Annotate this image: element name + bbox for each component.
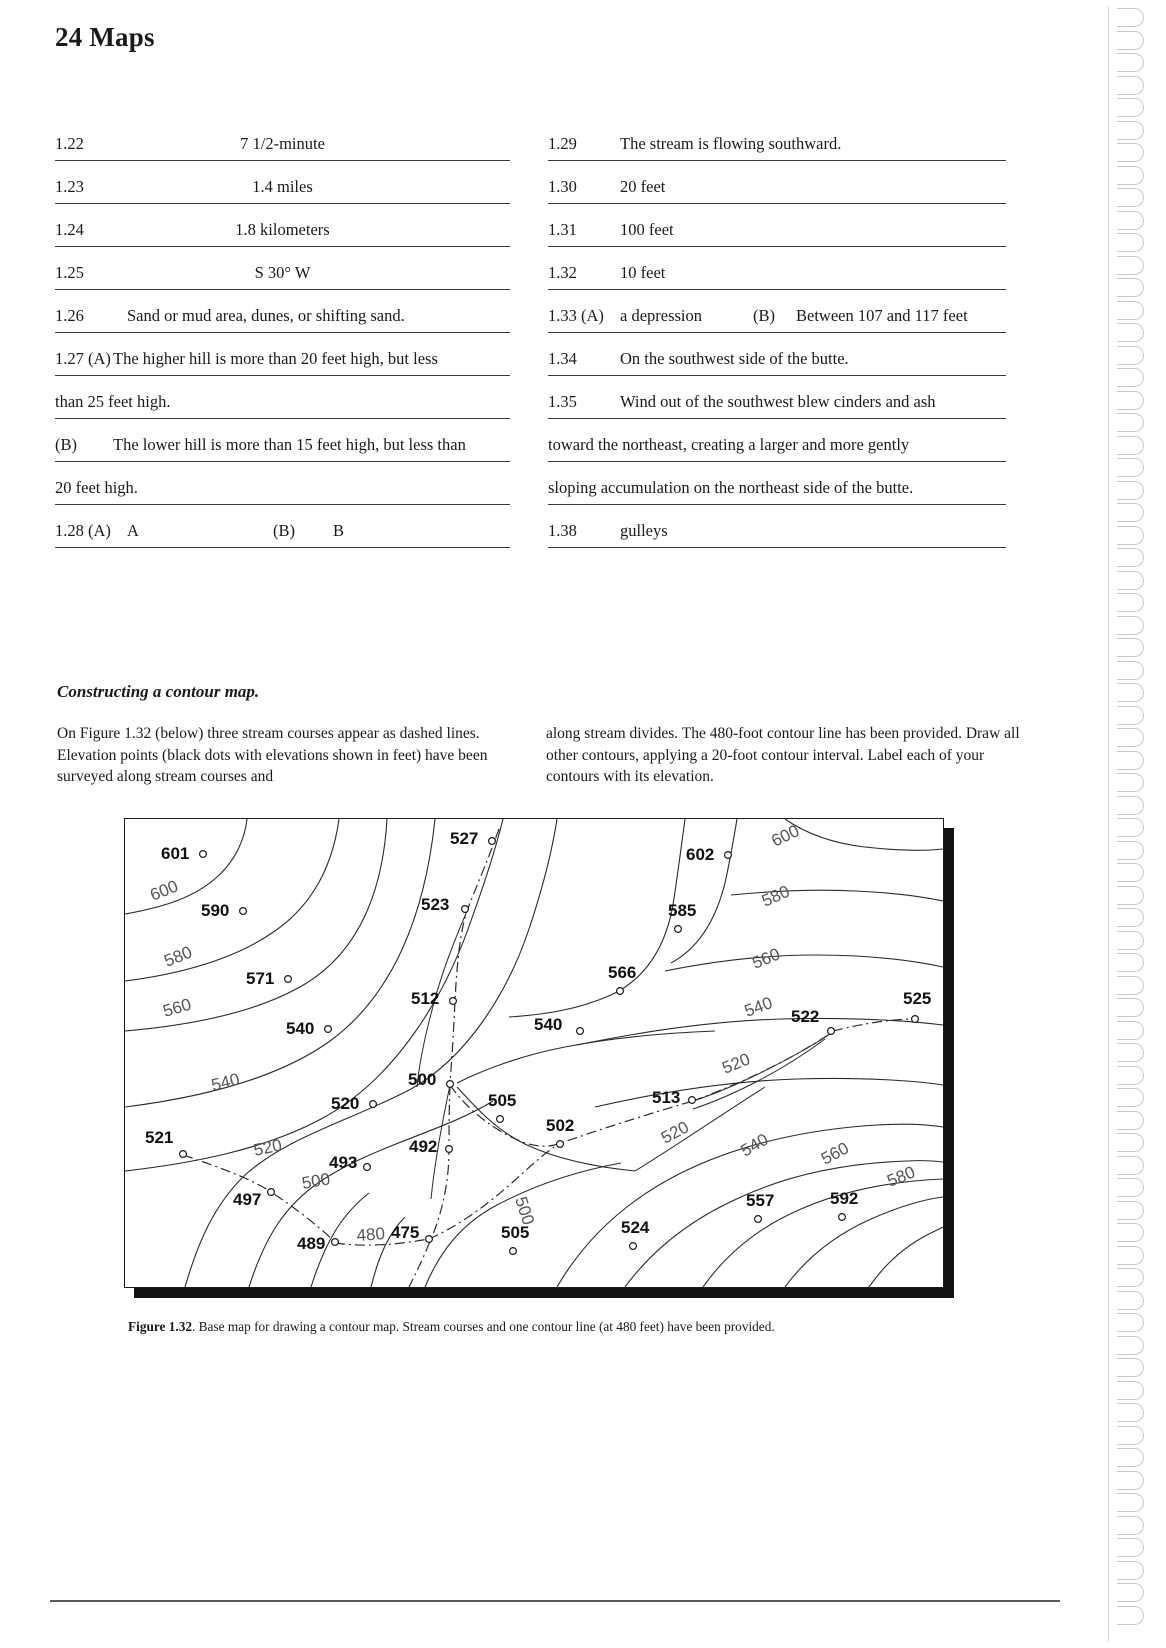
binding-coil xyxy=(1117,661,1144,680)
binding-coil xyxy=(1117,1313,1144,1332)
elevation-point-dot xyxy=(447,1081,454,1088)
answer-value: The lower hill is more than 15 feet high, but less than xyxy=(113,435,466,454)
binding-coil xyxy=(1117,1291,1144,1310)
binding-coil xyxy=(1117,1178,1144,1197)
answer-value: 1.8 kilometers xyxy=(235,220,330,239)
contour-elevation-label: 500 xyxy=(511,1194,539,1228)
binding-coil xyxy=(1117,548,1144,567)
answer-row xyxy=(548,333,1006,376)
binding-coil xyxy=(1117,278,1144,297)
binding-coil xyxy=(1117,323,1144,342)
binding-coil xyxy=(1117,166,1144,185)
elevation-point-dot xyxy=(839,1214,846,1221)
elevation-point-dot xyxy=(557,1141,564,1148)
binding-coil xyxy=(1117,436,1144,455)
binding-coil xyxy=(1117,751,1144,770)
binding-coil xyxy=(1117,1043,1144,1062)
figure-caption-label: Figure 1.32 xyxy=(128,1319,193,1334)
binding-coil xyxy=(1117,391,1144,410)
binding-coil xyxy=(1117,53,1144,72)
binding-coil xyxy=(1117,953,1144,972)
answer-row xyxy=(55,204,510,247)
binding-coil xyxy=(1117,1516,1144,1535)
binding-coil xyxy=(1117,998,1144,1017)
elevation-point-label: 522 xyxy=(791,1007,820,1026)
intro-paragraph-left: On Figure 1.32 (below) three stream courses appear as dashed lines. Elevation points (black dots with elevations shown in feet) have been surveyed along stream courses and xyxy=(57,725,488,785)
answer-row xyxy=(548,204,1006,247)
answer-row xyxy=(55,419,510,462)
spiral-binding xyxy=(1104,0,1166,1648)
answer-row xyxy=(548,247,1006,290)
binding-coil xyxy=(1117,683,1144,702)
answer-row xyxy=(548,290,1006,333)
contour-elevation-label: 560 xyxy=(160,994,194,1021)
answer-row xyxy=(548,462,1006,505)
binding-coil xyxy=(1117,256,1144,275)
elevation-point-dot xyxy=(370,1101,377,1108)
binding-coil xyxy=(1117,886,1144,905)
contour-elevation-label: 520 xyxy=(657,1117,692,1148)
elevation-point-label: 523 xyxy=(421,895,450,914)
intro-paragraph-right: along stream divides. The 480-foot contour line has been provided. Draw all other contours, applying a 20-foot contour interval. Label each of your contours with its elevation. xyxy=(546,725,1020,785)
binding-coil xyxy=(1117,1561,1144,1580)
elevation-point-label: 557 xyxy=(746,1191,775,1210)
elevation-point-dot xyxy=(268,1189,275,1196)
elevation-point-label: 601 xyxy=(161,844,190,863)
elevation-point-label: 602 xyxy=(686,845,715,864)
binding-coil xyxy=(1117,233,1144,252)
answer-number: 1.34 xyxy=(548,349,577,368)
binding-coil xyxy=(1117,773,1144,792)
figure-caption-text: . Base map for drawing a contour map. Stream courses and one contour line (at 480 feet) have been provided. xyxy=(192,1319,775,1334)
elevation-point-label: 492 xyxy=(409,1137,438,1156)
answer-value: 20 feet xyxy=(620,177,666,196)
answer-number: 1.26 xyxy=(55,306,84,325)
elevation-point-label: 585 xyxy=(668,901,697,920)
elevation-point-label: 513 xyxy=(652,1088,681,1107)
answer-value: The stream is flowing southward. xyxy=(620,134,842,153)
answers-column-right xyxy=(548,118,1006,548)
answer-row xyxy=(55,376,510,419)
answer-number: 1.30 xyxy=(548,177,577,196)
binding-coil xyxy=(1117,121,1144,140)
elevation-point-label: 512 xyxy=(411,989,440,1008)
answer-row xyxy=(548,419,1006,462)
footer-rule xyxy=(50,1600,1060,1602)
binding-coil xyxy=(1117,706,1144,725)
binding-coil xyxy=(1117,1403,1144,1422)
binding-coil xyxy=(1117,143,1144,162)
binding-coil xyxy=(1117,616,1144,635)
elevation-point-dot xyxy=(200,851,207,858)
binding-coil xyxy=(1117,908,1144,927)
elevation-point-label: 527 xyxy=(450,829,479,848)
elevation-point-dot xyxy=(828,1028,835,1035)
binding-coil xyxy=(1117,1066,1144,1085)
elevation-point-dot xyxy=(426,1236,433,1243)
answer-number: 1.22 xyxy=(55,134,84,153)
binding-coil xyxy=(1117,1471,1144,1490)
elevation-point-label: 502 xyxy=(546,1116,575,1135)
elevation-point-dot xyxy=(912,1016,919,1023)
answer-number: 1.31 xyxy=(548,220,577,239)
elevation-point-dot xyxy=(285,976,292,983)
contour-elevation-label: 540 xyxy=(737,1129,772,1161)
contour-base-map xyxy=(124,818,944,1288)
elevation-point-dot xyxy=(510,1248,517,1255)
binding-coil xyxy=(1117,796,1144,815)
contour-elevation-label: 520 xyxy=(251,1135,284,1160)
elevation-point-label: 520 xyxy=(331,1094,360,1113)
binding-coil xyxy=(1117,188,1144,207)
figure-1-32 xyxy=(124,818,944,1288)
answer-number: 1.24 xyxy=(55,220,84,239)
binding-coil xyxy=(1117,1426,1144,1445)
binding-coil xyxy=(1117,1246,1144,1265)
contour-elevation-labels xyxy=(147,821,917,1245)
elevation-point-label: 524 xyxy=(621,1218,650,1237)
answer-value: Wind out of the southwest blew cinders and ash xyxy=(620,392,936,411)
binding-coil xyxy=(1117,841,1144,860)
binding-coil xyxy=(1117,368,1144,387)
binding-coil xyxy=(1117,818,1144,837)
answer-number: 1.29 xyxy=(548,134,577,153)
binding-coil xyxy=(1117,301,1144,320)
answer-row xyxy=(548,118,1006,161)
answer-row xyxy=(548,505,1006,548)
elevation-point-label: 505 xyxy=(501,1223,530,1242)
binding-coil xyxy=(1117,481,1144,500)
binding-coil xyxy=(1117,1088,1144,1107)
binding-coil xyxy=(1117,346,1144,365)
answer-number: 1.33 (A) xyxy=(548,306,604,325)
contour-elevation-label: 520 xyxy=(719,1049,753,1078)
answer-row xyxy=(548,376,1006,419)
elevation-point-dot xyxy=(325,1026,332,1033)
binding-coil xyxy=(1117,76,1144,95)
binding-coil xyxy=(1117,98,1144,117)
contour-map-svg xyxy=(125,819,943,1287)
contour-elevation-label: 560 xyxy=(817,1138,852,1169)
elevation-point-label: 475 xyxy=(391,1223,420,1242)
binding-coil xyxy=(1117,1358,1144,1377)
elevation-point-label: 571 xyxy=(246,969,275,988)
answer-sub-value: B xyxy=(333,521,345,540)
elevation-point-label: 525 xyxy=(903,989,932,1008)
answer-value: 7 1/2-minute xyxy=(240,134,325,153)
elevation-point-dot xyxy=(489,838,496,845)
elevation-point-dot xyxy=(689,1097,696,1104)
answer-value: 1.4 miles xyxy=(252,177,313,196)
binding-coil xyxy=(1117,1336,1144,1355)
page-title: 24 Maps xyxy=(55,22,155,52)
answer-sub-label: (B) xyxy=(273,521,295,540)
elevation-point-dot xyxy=(240,908,247,915)
elevation-point-label: 493 xyxy=(329,1153,358,1172)
binding-coil xyxy=(1117,1538,1144,1557)
answer-value: 100 feet xyxy=(620,220,674,239)
answer-row xyxy=(55,118,510,161)
answer-value: 10 feet xyxy=(620,263,666,282)
binding-coil xyxy=(1117,1156,1144,1175)
answer-value: gulleys xyxy=(620,521,668,540)
answer-value: On the southwest side of the butte. xyxy=(620,349,849,368)
elevation-point-dot xyxy=(450,998,457,1005)
elevation-point-markers xyxy=(145,829,931,1254)
contour-elevation-label: 540 xyxy=(741,993,776,1021)
answer-value: A xyxy=(127,521,139,540)
binding-coil xyxy=(1117,863,1144,882)
binding-coil xyxy=(1117,728,1144,747)
contour-elevation-label: 600 xyxy=(147,876,181,905)
answer-number: 1.28 (A) xyxy=(55,521,111,540)
section-heading: Constructing a contour map. xyxy=(57,682,260,701)
binding-coil xyxy=(1117,1021,1144,1040)
answer-value: toward the northeast, creating a larger and more gently xyxy=(548,435,910,454)
binding-coil xyxy=(1117,1268,1144,1287)
answer-value: S 30° W xyxy=(254,263,311,282)
elevation-point-label: 505 xyxy=(488,1091,517,1110)
elevation-point-label: 566 xyxy=(608,963,637,982)
answer-row xyxy=(55,505,510,548)
elevation-point-dot xyxy=(630,1243,637,1250)
answer-row xyxy=(548,161,1006,204)
binding-coil xyxy=(1117,1493,1144,1512)
answer-number: 1.23 xyxy=(55,177,84,196)
answer-row xyxy=(55,462,510,505)
binding-coil xyxy=(1117,571,1144,590)
binding-coil xyxy=(1117,1111,1144,1130)
contour-elevation-label: 540 xyxy=(209,1069,242,1095)
answer-sub-label: (B) xyxy=(753,306,775,325)
answer-sub-value: Between 107 and 117 feet xyxy=(796,306,968,325)
binding-coil xyxy=(1117,1583,1144,1602)
answer-number: 1.38 xyxy=(548,521,577,540)
binding-coil xyxy=(1117,1223,1144,1242)
binding-coil xyxy=(1117,976,1144,995)
contour-elevation-label: 580 xyxy=(758,881,793,911)
contour-elevation-label: 480 xyxy=(355,1224,386,1245)
answer-value: 20 feet high. xyxy=(55,478,138,497)
binding-coil xyxy=(1117,413,1144,432)
binding-coil xyxy=(1117,8,1144,27)
elevation-point-dot xyxy=(332,1239,339,1246)
elevation-point-dot xyxy=(725,852,732,859)
elevation-point-dot xyxy=(446,1146,453,1153)
answer-row xyxy=(55,161,510,204)
elevation-point-dot xyxy=(577,1028,584,1035)
elevation-point-dot xyxy=(364,1164,371,1171)
answer-value: The higher hill is more than 20 feet high, but less xyxy=(113,349,438,368)
binding-coil xyxy=(1117,1201,1144,1220)
binding-coil xyxy=(1117,931,1144,950)
contour-elevation-label: 580 xyxy=(161,942,195,971)
binding-coil xyxy=(1117,593,1144,612)
elevation-point-label: 592 xyxy=(830,1189,859,1208)
answer-row xyxy=(55,333,510,376)
elevation-point-dot xyxy=(497,1116,504,1123)
elevation-point-label: 497 xyxy=(233,1190,262,1209)
binding-coil xyxy=(1117,31,1144,50)
elevation-point-label: 540 xyxy=(534,1015,563,1034)
binding-coil xyxy=(1117,503,1144,522)
elevation-point-dot xyxy=(180,1151,187,1158)
elevation-point-label: 540 xyxy=(286,1019,315,1038)
binding-coil xyxy=(1117,1606,1144,1625)
contour-elevation-label: 560 xyxy=(749,944,783,973)
answer-value: sloping accumulation on the northeast side of the butte. xyxy=(548,478,914,497)
elevation-point-dot xyxy=(462,906,469,913)
binding-coil xyxy=(1117,211,1144,230)
binding-coil xyxy=(1117,526,1144,545)
figure-caption xyxy=(128,1318,958,1336)
binding-coil xyxy=(1117,1448,1144,1467)
answer-number: 1.32 xyxy=(548,263,577,282)
elevation-point-dot xyxy=(755,1216,762,1223)
binding-coil xyxy=(1117,1133,1144,1152)
contour-elevation-label: 600 xyxy=(768,821,803,851)
answer-value: Sand or mud area, dunes, or shifting sand. xyxy=(127,306,405,325)
answer-number: 1.35 xyxy=(548,392,577,411)
elevation-point-dot xyxy=(617,988,624,995)
elevation-point-label: 521 xyxy=(145,1128,174,1147)
answer-value: than 25 feet high. xyxy=(55,392,171,411)
contour-elevation-label: 500 xyxy=(300,1169,332,1193)
elevation-point-label: 500 xyxy=(408,1070,437,1089)
answer-number: (B) xyxy=(55,435,77,454)
answer-row xyxy=(55,290,510,333)
binding-rail xyxy=(1108,6,1109,1642)
answer-number: 1.25 xyxy=(55,263,84,282)
binding-coil xyxy=(1117,458,1144,477)
binding-coil xyxy=(1117,1381,1144,1400)
elevation-point-label: 590 xyxy=(201,901,230,920)
answer-value: a depression xyxy=(620,306,703,325)
answers-column-left xyxy=(55,118,510,548)
binding-coil xyxy=(1117,638,1144,657)
answer-number: 1.27 (A) xyxy=(55,349,111,368)
elevation-point-dot xyxy=(675,926,682,933)
answer-row xyxy=(55,247,510,290)
contour-elevation-label: 580 xyxy=(884,1162,918,1191)
elevation-point-label: 489 xyxy=(297,1234,326,1253)
